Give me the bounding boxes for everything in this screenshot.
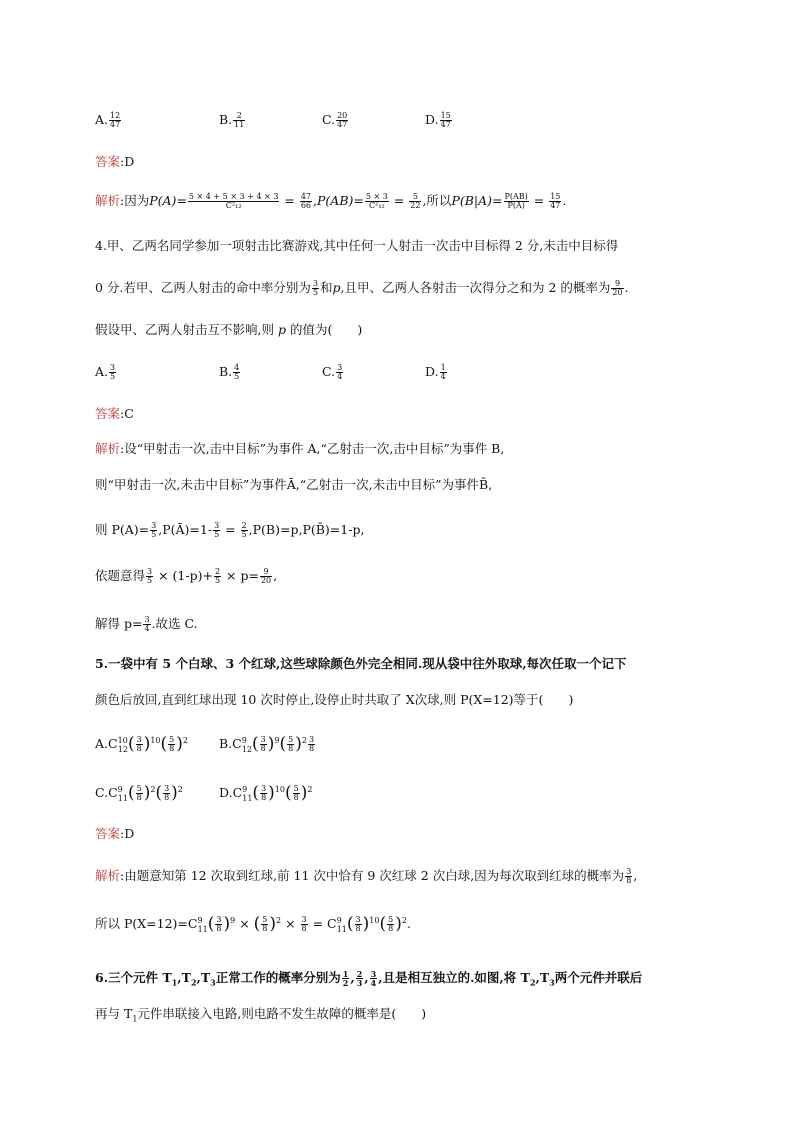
q4-analysis-line2: 则“甲射击一次,未击中目标”为事件Ā,“乙射击一次,未击中目标”为事件B̄, (95, 477, 493, 492)
q5-option-b: $B.C^9_{12}$( $\frac{3}{8}$ )$^9$( $\frac{5}{8}$ )$^2$ $\frac{3}{8}$ (219, 734, 315, 754)
q4-stem-line1: 4.甲、乙两名同学参加一项射击比赛游戏,其中任何一人射击一次击中目标得 2 分,未击中目标得 (95, 238, 619, 253)
q4-option-d: D. $\frac{1}{4}$ (425, 363, 446, 381)
q3-option-c: C. $\frac{20}{47}$ (322, 111, 348, 129)
q5-analysis-line2: 所以 $P(X=12)=C^9_{11}$( $\frac{3}{8}$ )$^9$ × ( $\frac{5}{8}$ )$^2$ × $\frac{3}{8}$ = $C^9_{11}$( $\frac{3}{8}$ )$^{10}$( $\frac{5}{8}$ )$^2$. (95, 914, 411, 934)
q4-option-b: B. $\frac{4}{5}$ (219, 363, 240, 381)
q3-answer: 答案:D (95, 154, 135, 169)
q4-analysis-line3: 则 P(A)= $\frac{3}{5}$ ,P(Ā)=1- $\frac{3}{5}$ = $\frac{2}{5}$ ,P(B)=p,P(B̄)=1-p, (95, 521, 365, 539)
q5-option-c: $C.C^9_{11}$( $\frac{5}{8}$ )$^2$( $\frac{3}{8}$ )$^2$ (95, 783, 183, 803)
q5-analysis-line1: 解析:由题意知第 12 次取到红球,前 11 次中恰有 9 次红球 2 次白球,因为每次取到红球的概率为 $\frac{3}{8}$ , (95, 867, 638, 885)
q4-option-a: A. $\frac{3}{5}$ (95, 363, 116, 381)
q5-answer: 答案:D (95, 826, 135, 841)
q4-option-c: C. $\frac{3}{4}$ (322, 363, 343, 381)
q4-stem-line3: 假设甲、乙两人射击互不影响,则 p 的值为( ) (95, 322, 363, 337)
q5-option-a: $A.C^{10}_{12}$( $\frac{3}{8}$ )$^{10}$( $\frac{5}{8}$ )$^2$ (95, 734, 188, 754)
q3-option-d: D. $\frac{15}{47}$ (425, 111, 451, 129)
q4-analysis-line5: 解得 p= $\frac{3}{4}$ .故选 C. (95, 615, 198, 633)
q5-stem-line2: 颜色后放回,直到红球出现 10 次时停止,设停止时共取了 X次球,则 P(X=12)等于( ) (95, 692, 574, 707)
q3-analysis: 解析:因为P(A)= $\frac{5 \times 4 + 5 \times 3 + 4 \times 3}{\text{C²₁₂}}$ = $\frac{47}{66}$ ,P(AB)= $\frac{5 \times 3}{\text{C²₁₂}}$ = $\frac{5}{22}$ ,所以P(B|A)= $\frac{P(AB)}{P(A)}$ = $\frac{15}{47}$ . (95, 192, 567, 210)
q5-stem-line1: 5.一袋中有 5 个白球、3 个红球,这些球除颜色外完全相同.现从袋中往外取球,每次任取一个记下 (95, 656, 627, 671)
q4-stem-line2: 0 分.若甲、乙两人射击的命中率分别为 $\frac{3}{5}$ 和p,且甲、乙两人各射击一次得分之和为 2 的概率为 $\frac{9}{20}$ . (95, 279, 629, 297)
q4-analysis-line4: 依题意得 $\frac{3}{5}$ × (1-p)+ $\frac{2}{5}$ × p= $\frac{9}{20}$ , (95, 567, 278, 585)
q3-option-a: A. $\frac{12}{47}$ (95, 111, 121, 129)
q6-stem-line2: 再与 $T_1$元件串联接入电路,则电路不发生故障的概率是( ) (95, 1006, 427, 1024)
q4-answer: 答案:C (95, 406, 134, 421)
q5-option-d: $D.C^9_{11}$( $\frac{3}{8}$ )$^{10}$( $\frac{5}{8}$ )$^2$ (219, 783, 313, 803)
q6-stem-line1: 6.三个元件 $T_1,T_2,T_3$正常工作的概率分别为 $\frac{1}{2}$ , $\frac{2}{3}$ , $\frac{3}{4}$ ,且是相互独立的.如图,将 $T_2,T_3$两个元件并联后 (95, 969, 643, 988)
q4-analysis-line1: 解析:设“甲射击一次,击中目标”为事件 A,“乙射击一次,击中目标”为事件 B, (95, 441, 505, 456)
q3-option-b: B. $\frac{2}{11}$ (219, 111, 245, 129)
